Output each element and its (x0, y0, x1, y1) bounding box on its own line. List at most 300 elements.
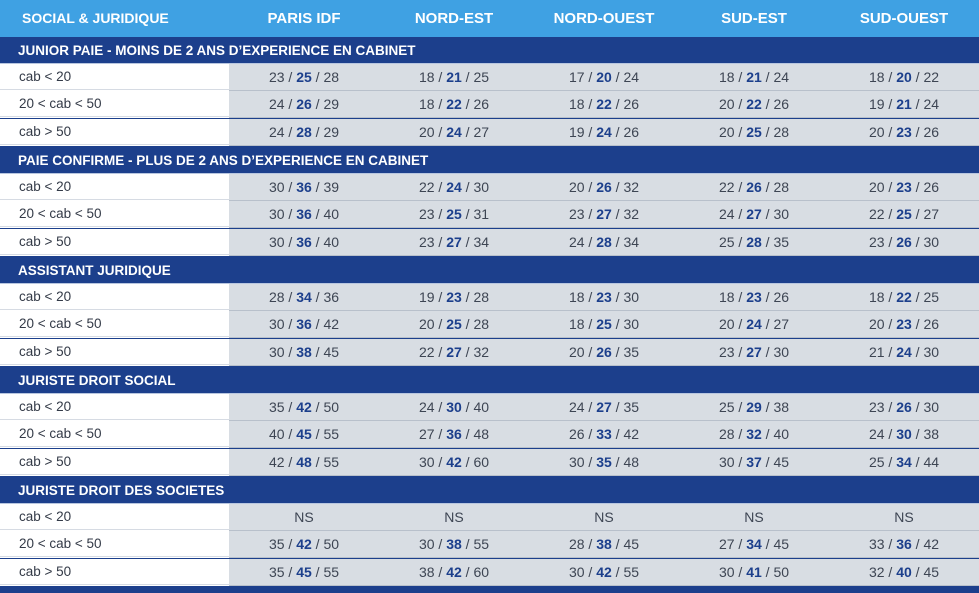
table-row (0, 531, 979, 558)
salary-cell-nord-ouest (529, 531, 679, 557)
row-label: cab < 20 (0, 284, 229, 310)
separator: / (461, 426, 474, 442)
separator: / (884, 564, 897, 580)
separator: / (611, 399, 624, 415)
separator: / (434, 454, 447, 470)
salary-cell-nord-ouest (529, 311, 679, 337)
salary-cell-paris-idf (229, 531, 379, 557)
salary-median: 38 (296, 344, 312, 360)
table-row (0, 91, 979, 118)
salary-median: 32 (746, 426, 762, 442)
section-header: PAIE CONFIRME - PLUS DE 2 ANS D’EXPERIENCE EN CABINET (0, 147, 979, 174)
salary-median: 30 (896, 426, 912, 442)
salary-median: 29 (746, 399, 762, 415)
salary-low: 30 (268, 234, 285, 250)
salary-low: 22 (868, 206, 885, 222)
separator: / (434, 96, 447, 112)
salary-low: 18 (568, 289, 585, 305)
separator: / (734, 344, 747, 360)
separator: / (734, 399, 747, 415)
row-label: cab < 20 (0, 504, 229, 530)
separator: / (611, 426, 624, 442)
salary-median: 38 (596, 536, 612, 552)
separator: / (311, 179, 324, 195)
salary-median: 41 (746, 564, 762, 580)
separator: / (911, 289, 924, 305)
salary-low: 24 (868, 426, 885, 442)
salary-cell-paris-idf (229, 394, 379, 420)
separator: / (884, 96, 897, 112)
separator: / (761, 289, 774, 305)
salary-cell-sud-ouest: NS (894, 509, 914, 525)
salary-high: 55 (323, 454, 340, 470)
separator: / (584, 399, 597, 415)
separator: / (311, 124, 324, 140)
row-label: cab < 20 (0, 174, 229, 200)
separator: / (611, 344, 624, 360)
salary-cell-paris-idf (229, 174, 379, 200)
salary-high: 30 (923, 399, 940, 415)
salary-low: 26 (568, 426, 585, 442)
salary-high: 26 (473, 96, 490, 112)
salary-high: 30 (773, 206, 790, 222)
separator: / (734, 69, 747, 85)
salary-median: 42 (446, 564, 462, 580)
separator: / (584, 179, 597, 195)
salary-high: 28 (773, 124, 790, 140)
separator: / (584, 564, 597, 580)
separator: / (311, 69, 324, 85)
separator: / (611, 96, 624, 112)
salary-cell-paris-idf (229, 91, 379, 117)
salary-cell-nord-est (379, 201, 529, 227)
salary-median: 23 (896, 179, 912, 195)
column-header-sud-ouest: SUD-OUEST (859, 10, 949, 27)
salary-median: 20 (596, 69, 612, 85)
salary-low: 18 (418, 69, 435, 85)
salary-cell-sud-est (679, 284, 829, 310)
salary-low: 23 (568, 206, 585, 222)
salary-cell-nord-est (379, 229, 529, 255)
salary-median: 36 (296, 234, 312, 250)
separator: / (584, 426, 597, 442)
salary-median: 27 (746, 206, 762, 222)
salary-median: 36 (446, 426, 462, 442)
separator: / (911, 536, 924, 552)
salary-low: 27 (718, 536, 735, 552)
salary-cell-paris-idf (229, 449, 379, 475)
separator: / (284, 69, 297, 85)
salary-low: 20 (418, 124, 435, 140)
row-label: cab > 50 (0, 449, 229, 475)
salary-median: 21 (896, 96, 912, 112)
salary-median: 25 (446, 206, 462, 222)
salary-high: 32 (623, 206, 640, 222)
separator: / (311, 536, 324, 552)
table-row (0, 559, 979, 586)
salary-high: 26 (923, 179, 940, 195)
separator: / (434, 179, 447, 195)
salary-high: 24 (923, 96, 940, 112)
separator: / (884, 179, 897, 195)
separator: / (434, 289, 447, 305)
salary-high: 45 (323, 344, 340, 360)
salary-median: 22 (596, 96, 612, 112)
separator: / (884, 206, 897, 222)
separator: / (434, 124, 447, 140)
separator: / (734, 206, 747, 222)
separator: / (884, 69, 897, 85)
salary-median: 26 (596, 179, 612, 195)
row-label: 20 < cab < 50 (0, 311, 229, 337)
salary-cell-sud-ouest (829, 201, 979, 227)
separator: / (761, 454, 774, 470)
separator: / (461, 316, 474, 332)
separator: / (734, 179, 747, 195)
salary-cell-sud-est (679, 201, 829, 227)
salary-median: 36 (296, 316, 312, 332)
salary-low: 24 (718, 206, 735, 222)
separator: / (734, 289, 747, 305)
salary-high: 42 (623, 426, 640, 442)
salary-low: 30 (718, 454, 735, 470)
column-header-sud-est: SUD-EST (721, 10, 787, 27)
salary-cell-nord-ouest (529, 64, 679, 90)
separator: / (434, 399, 447, 415)
separator: / (284, 96, 297, 112)
salary-median: 22 (446, 96, 462, 112)
salary-high: 32 (473, 344, 490, 360)
salary-low: 20 (568, 344, 585, 360)
salary-low: 23 (868, 399, 885, 415)
separator: / (284, 316, 297, 332)
salary-low: 30 (268, 344, 285, 360)
salary-median: 45 (296, 426, 312, 442)
salary-high: 48 (623, 454, 640, 470)
separator: / (761, 316, 774, 332)
salary-median: 25 (596, 316, 612, 332)
separator: / (611, 536, 624, 552)
salary-cell-paris-idf (229, 311, 379, 337)
salary-low: 32 (868, 564, 885, 580)
salary-cell-sud-est (679, 229, 829, 255)
separator: / (461, 344, 474, 360)
separator: / (311, 316, 324, 332)
separator: / (461, 206, 474, 222)
salary-cell-paris-idf (229, 119, 379, 145)
salary-cell-nord-ouest (529, 339, 679, 365)
salary-low: 20 (868, 124, 885, 140)
separator: / (911, 564, 924, 580)
separator: / (884, 234, 897, 250)
separator: / (584, 234, 597, 250)
salary-high: 55 (323, 426, 340, 442)
salary-cell-sud-est: NS (744, 509, 764, 525)
salary-low: 30 (718, 564, 735, 580)
separator: / (911, 426, 924, 442)
salary-cell-nord-ouest (529, 174, 679, 200)
salary-high: 26 (773, 289, 790, 305)
salary-high: 34 (473, 234, 490, 250)
separator: / (584, 206, 597, 222)
salary-median: 38 (446, 536, 462, 552)
separator: / (911, 454, 924, 470)
separator: / (611, 316, 624, 332)
separator: / (734, 316, 747, 332)
salary-low: 28 (568, 536, 585, 552)
separator: / (461, 289, 474, 305)
salary-cell-sud-est (679, 119, 829, 145)
separator: / (434, 234, 447, 250)
salary-median: 26 (896, 399, 912, 415)
salary-cell-paris-idf (229, 284, 379, 310)
salary-low: 18 (718, 69, 735, 85)
separator: / (311, 426, 324, 442)
separator: / (734, 124, 747, 140)
salary-median: 26 (896, 234, 912, 250)
salary-median: 27 (446, 344, 462, 360)
table-row (0, 339, 979, 366)
salary-median: 45 (296, 564, 312, 580)
separator: / (434, 536, 447, 552)
separator: / (734, 536, 747, 552)
separator: / (884, 316, 897, 332)
salary-high: 30 (623, 289, 640, 305)
row-label: 20 < cab < 50 (0, 91, 229, 117)
salary-cell-nord-est (379, 449, 529, 475)
salary-low: 35 (268, 564, 285, 580)
salary-cell-sud-est (679, 311, 829, 337)
salary-high: 24 (623, 69, 640, 85)
separator: / (611, 564, 624, 580)
salary-cell-sud-ouest (829, 421, 979, 447)
separator: / (761, 124, 774, 140)
salary-low: 20 (868, 316, 885, 332)
salary-median: 25 (446, 316, 462, 332)
salary-high: 27 (773, 316, 790, 332)
separator: / (884, 454, 897, 470)
salary-low: 19 (868, 96, 885, 112)
salary-median: 33 (596, 426, 612, 442)
salary-low: 23 (418, 234, 435, 250)
salary-cell-sud-ouest (829, 91, 979, 117)
salary-median: 26 (746, 179, 762, 195)
separator: / (284, 399, 297, 415)
separator: / (761, 399, 774, 415)
salary-cell-sud-est (679, 91, 829, 117)
salary-median: 24 (746, 316, 762, 332)
salary-cell-paris-idf (229, 559, 379, 585)
separator: / (911, 344, 924, 360)
salary-high: 50 (773, 564, 790, 580)
section-header: ASSISTANT JURIDIQUE (0, 257, 979, 284)
salary-low: 35 (268, 536, 285, 552)
separator: / (611, 69, 624, 85)
salary-median: 24 (596, 124, 612, 140)
separator: / (911, 234, 924, 250)
salary-high: 45 (923, 564, 940, 580)
salary-low: 20 (718, 124, 735, 140)
salary-low: 18 (568, 316, 585, 332)
salary-low: 18 (868, 289, 885, 305)
separator: / (461, 69, 474, 85)
separator: / (734, 564, 747, 580)
salary-cell-nord-ouest (529, 201, 679, 227)
table-row (0, 284, 979, 311)
salary-low: 22 (418, 179, 435, 195)
salary-median: 22 (896, 289, 912, 305)
salary-median: 20 (896, 69, 912, 85)
salary-median: 27 (596, 206, 612, 222)
salary-low: 20 (718, 316, 735, 332)
salary-median: 42 (296, 399, 312, 415)
row-label: cab > 50 (0, 339, 229, 365)
salary-high: 39 (323, 179, 340, 195)
salary-low: 30 (568, 564, 585, 580)
separator: / (584, 289, 597, 305)
separator: / (284, 536, 297, 552)
salary-low: 33 (868, 536, 885, 552)
section-header: JURISTE DROIT SOCIAL (0, 367, 979, 394)
salary-cell-sud-est (679, 449, 829, 475)
separator: / (461, 124, 474, 140)
salary-low: 24 (418, 399, 435, 415)
salary-low: 22 (718, 179, 735, 195)
row-label: 20 < cab < 50 (0, 421, 229, 447)
salary-cell-paris-idf (229, 201, 379, 227)
salary-median: 34 (296, 289, 312, 305)
salary-low: 19 (568, 124, 585, 140)
separator: / (284, 179, 297, 195)
salary-high: 30 (773, 344, 790, 360)
row-label: cab > 50 (0, 119, 229, 145)
salary-cell-nord-est (379, 394, 529, 420)
salary-cell-sud-ouest (829, 311, 979, 337)
salary-cell-nord-est (379, 339, 529, 365)
salary-low: 21 (868, 344, 885, 360)
salary-high: 38 (773, 399, 790, 415)
table-row (0, 119, 979, 146)
salary-low: 25 (718, 399, 735, 415)
salary-low: 20 (718, 96, 735, 112)
salary-median: 36 (296, 206, 312, 222)
table-row (0, 421, 979, 448)
salary-cell-sud-est (679, 174, 829, 200)
salary-high: 25 (923, 289, 940, 305)
salary-cell-paris-idf (229, 64, 379, 90)
separator: / (884, 399, 897, 415)
salary-high: 48 (473, 426, 490, 442)
salary-low: 23 (868, 234, 885, 250)
salary-high: 38 (923, 426, 940, 442)
separator: / (584, 124, 597, 140)
salary-median: 23 (596, 289, 612, 305)
salary-median: 23 (746, 289, 762, 305)
salary-low: 20 (568, 179, 585, 195)
salary-median: 37 (746, 454, 762, 470)
salary-cell-sud-ouest (829, 559, 979, 585)
salary-cell-nord-est (379, 559, 529, 585)
separator: / (434, 316, 447, 332)
salary-cell-paris-idf: NS (294, 509, 314, 525)
table-row (0, 201, 979, 228)
salary-median: 27 (746, 344, 762, 360)
separator: / (761, 69, 774, 85)
salary-cell-sud-ouest (829, 394, 979, 420)
salary-low: 30 (268, 206, 285, 222)
salary-low: 17 (568, 69, 585, 85)
salary-median: 27 (446, 234, 462, 250)
column-header-nord-ouest: NORD-OUEST (553, 10, 655, 27)
salary-low: 30 (418, 454, 435, 470)
salary-median: 42 (596, 564, 612, 580)
salary-low: 25 (868, 454, 885, 470)
salary-high: 45 (773, 454, 790, 470)
salary-cell-nord-est: NS (444, 509, 464, 525)
separator: / (761, 426, 774, 442)
salary-high: 27 (923, 206, 940, 222)
table-row (0, 174, 979, 201)
salary-median: 28 (296, 124, 312, 140)
salary-low: 30 (568, 454, 585, 470)
salary-high: 26 (773, 96, 790, 112)
separator: / (761, 179, 774, 195)
salary-cell-nord-ouest (529, 284, 679, 310)
separator: / (734, 426, 747, 442)
salary-cell-sud-est (679, 559, 829, 585)
salary-cell-sud-est (679, 531, 829, 557)
separator: / (461, 96, 474, 112)
salary-high: 32 (623, 179, 640, 195)
separator: / (461, 399, 474, 415)
salary-cell-nord-ouest: NS (594, 509, 614, 525)
salary-high: 42 (323, 316, 340, 332)
separator: / (884, 124, 897, 140)
salary-cell-nord-est (379, 531, 529, 557)
salary-cell-sud-ouest (829, 174, 979, 200)
separator: / (434, 344, 447, 360)
separator: / (911, 96, 924, 112)
separator: / (611, 454, 624, 470)
separator: / (284, 344, 297, 360)
salary-median: 27 (596, 399, 612, 415)
separator: / (434, 426, 447, 442)
salary-cell-nord-ouest (529, 394, 679, 420)
salary-cell-sud-ouest (829, 449, 979, 475)
separator: / (461, 536, 474, 552)
salary-low: 24 (568, 399, 585, 415)
salary-low: 24 (568, 234, 585, 250)
salary-low: 30 (268, 316, 285, 332)
salary-median: 34 (896, 454, 912, 470)
salary-high: 28 (773, 179, 790, 195)
salary-high: 60 (473, 454, 490, 470)
salary-median: 35 (596, 454, 612, 470)
salary-low: 18 (718, 289, 735, 305)
salary-low: 25 (718, 234, 735, 250)
row-label: cab > 50 (0, 229, 229, 255)
salary-low: 35 (268, 399, 285, 415)
table-title: SOCIAL & JURIDIQUE (22, 10, 169, 26)
salary-high: 40 (473, 399, 490, 415)
salary-low: 23 (418, 206, 435, 222)
separator: / (311, 289, 324, 305)
salary-low: 40 (268, 426, 285, 442)
salary-high: 30 (623, 316, 640, 332)
salary-low: 20 (868, 179, 885, 195)
salary-cell-nord-ouest (529, 559, 679, 585)
separator: / (311, 96, 324, 112)
